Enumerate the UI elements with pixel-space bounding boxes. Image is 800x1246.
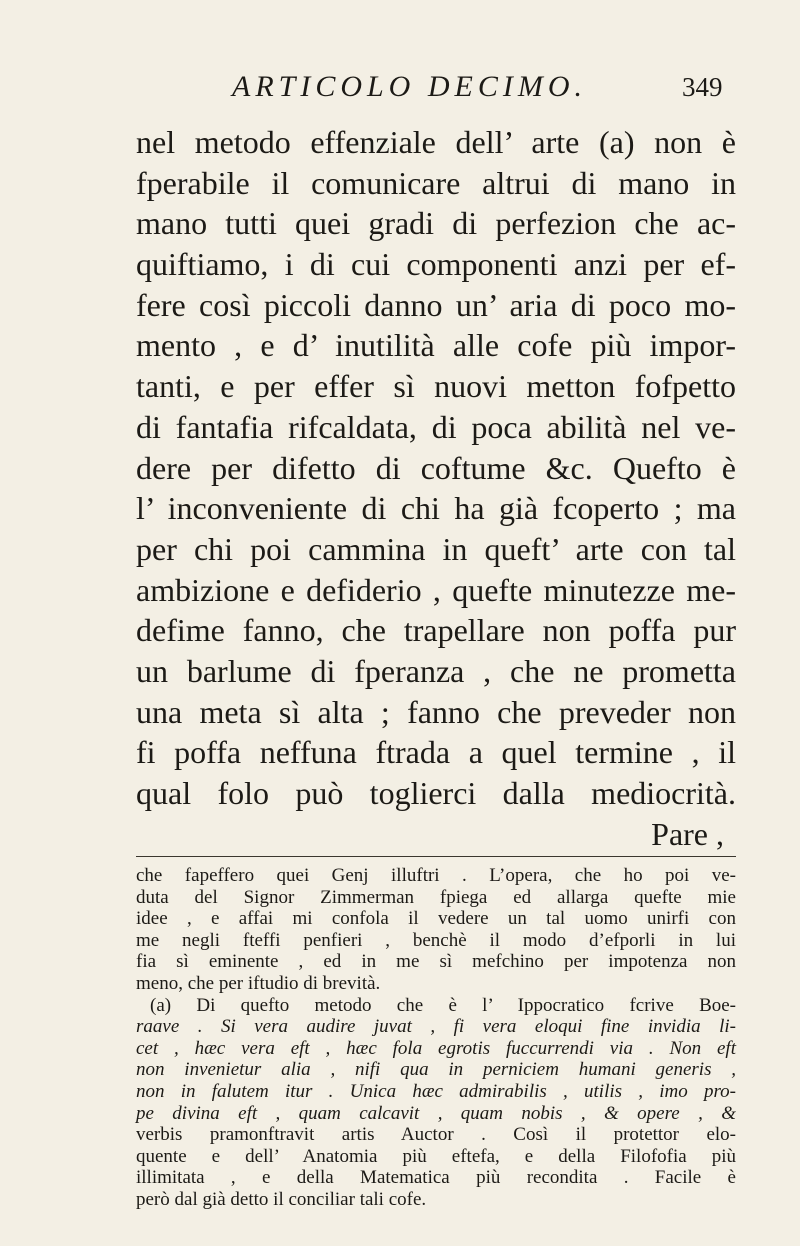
text-line: per chi poi cammina in queft’ arte con tal	[136, 530, 736, 567]
footnote-line: idee , e affai mi confola il vedere un tal uomo unirfi con	[136, 908, 736, 930]
footnote-line: raave . Si vera audire juvat , fi vera eloqui fine invidia li-	[136, 1016, 736, 1038]
footnote-line: che fapeffero quei Genj illuftri . L’opera, che ho poi ve-	[136, 865, 736, 886]
running-title: ARTICOLO DECIMO.	[232, 70, 587, 103]
footnote-line: cet , hæc vera eft , hæc fola egrotis fuccurrendi via . Non eft	[136, 1037, 736, 1059]
text-line: nel metodo effenziale dell’ arte (a) non è	[136, 124, 736, 160]
text-line: mano tutti quei gradi di perfezion che ac-	[136, 205, 736, 242]
footnote-line: fia sì eminente , ed in me sì mefchino per impotenza non	[136, 951, 736, 973]
footnote-line: meno, che per iftudio di brevità.	[136, 972, 381, 994]
footnote-line: non in falutem itur . Unica hæc admirabilis , utilis , imo pro-	[136, 1080, 736, 1102]
footnote-line: duta del Signor Zimmerman fpiega ed allarga quefte mie	[136, 886, 736, 908]
footnote-line: non invenietur alia , nifi qua in perniciem humani generis ,	[136, 1059, 736, 1081]
text-line: fi poffa neffuna ftrada a quel termine , il	[136, 734, 736, 771]
catchword: Pare ,	[651, 815, 724, 852]
text-line: defime fanno, che trapellare non poffa pur	[136, 612, 736, 649]
footnote-line: però dal già detto il conciliar tali cofe.	[136, 1188, 427, 1210]
footnote-line: quente e dell’ Anatomia più eftefa, e della Filofofia più	[136, 1145, 736, 1167]
footnote-line: (a) Di quefto metodo che è l’ Ippocratico fcrive Boe-	[150, 994, 736, 1016]
footnote-line: verbis pramonftravit artis Auctor . Così il protettor elo-	[136, 1124, 736, 1146]
footnotes	[136, 865, 736, 1211]
footnote-divider	[136, 856, 736, 857]
text-line: ambizione e defiderio , quefte minutezze me-	[136, 571, 736, 608]
text-line: di fantafia rifcaldata, di poca abilità nel ve-	[136, 408, 736, 445]
text-line: fere così piccoli danno un’ aria di poco mo-	[136, 286, 736, 323]
text-line: mento , e d’ inutilità alle cofe più impor-	[136, 327, 736, 364]
footnote-line: me negli fteffi penfieri , benchè il modo d’efporli in lui	[136, 929, 736, 951]
text-line: l’ inconveniente di chi ha già fcoperto ; ma	[136, 490, 736, 527]
text-line: dere per difetto di coftume &c. Quefto è	[136, 449, 736, 486]
footnote-line: illimitata , e della Matematica più recondita . Facile è	[136, 1167, 736, 1189]
text-line: tanti, e per effer sì nuovi metton fofpetto	[136, 368, 736, 405]
text-line: una meta sì alta ; fanno che preveder non	[136, 693, 736, 730]
text-line: qual folo può toglierci dalla mediocrità.	[136, 775, 736, 811]
text-line: un barlume di fperanza , che ne prometta	[136, 652, 736, 689]
text-line: quiftiamo, i di cui componenti anzi per ef-	[136, 246, 736, 283]
text-line: fperabile il comunicare altrui di mano in	[136, 164, 736, 201]
footnote-line: pe divina eft , quam calcavit , quam nobis , & opere , &	[136, 1102, 736, 1124]
page-number: 349	[682, 72, 723, 102]
main-text	[136, 122, 736, 854]
